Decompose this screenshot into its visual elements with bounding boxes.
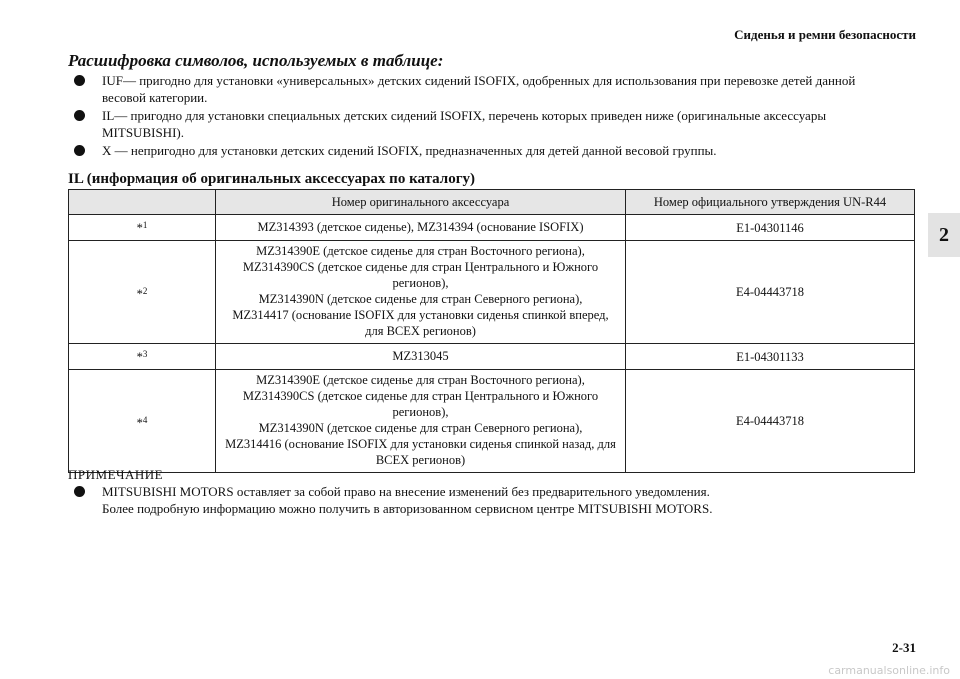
row-mark: *$^4$ [69, 370, 216, 473]
col-header-mark [69, 190, 216, 215]
approval-cell: E1-04301133 [626, 344, 915, 370]
chapter-tab[interactable]: 2 [928, 213, 960, 257]
bullet-icon [74, 486, 85, 497]
row-mark: *$^3$ [69, 344, 216, 370]
col-header-accessory: Номер оригинального аксессуара [216, 190, 626, 215]
legend-item-il: IL— пригодно для установки специальных детских сидений ISOFIX, перечень которых приведен ниже (оригинальные аксессуары MITSUBISHI). [68, 107, 888, 141]
note-block [68, 466, 888, 517]
page-number: 2-31 [892, 640, 916, 655]
approval-cell: E4-04443718 [626, 241, 915, 344]
table-row [69, 215, 915, 241]
approval-cell: E4-04443718 [626, 370, 915, 473]
symbol-legend-list [68, 72, 888, 160]
il-table-heading: IL (информация об оригинальных аксессуарах по каталогу) [68, 171, 476, 187]
legend-item-x: X — непригодно для установки детских сидений ISOFIX, предназначенных для детей данной весовой группы. [68, 142, 888, 159]
section-title: Расшифровка символов, используемых в таблице: [68, 51, 444, 70]
approval-cell: E1-04301146 [626, 215, 915, 241]
col-header-approval: Номер официального утверждения UN-R44 [626, 190, 915, 215]
row-mark: *$^1$ [69, 215, 216, 241]
legend-item-iuf: IUF— пригодно для установки «универсальных» детских сидений ISOFIX, одобренных для использования при перевозке детей данной весовой категории. [68, 72, 888, 106]
il-accessory-table [68, 189, 915, 473]
bullet-icon [74, 145, 85, 156]
table-header-row [69, 190, 915, 215]
table-row [69, 370, 915, 473]
accessory-cell: MZ314390E (детское сиденье для стран Восточного региона), MZ314390CS (детское сиденье для стран Центрального и Южного регионов), MZ314390N (детское сиденье для стран Северного региона), MZ314416 (основание ISOFIX для установки сиденья спинкой назад, для ВСЕХ регионов) [216, 370, 626, 473]
running-header: Сиденья и ремни безопасности [734, 27, 916, 42]
row-mark: *$^2$ [69, 241, 216, 344]
watermark: carmanualsonline.info [828, 664, 950, 677]
table-row [69, 241, 915, 344]
note-item: MITSUBISHI MOTORS оставляет за собой право на внесение изменений без предварительного уведомления. Более подробную информацию можно получить в авторизованном сервисном центре MITSUBISHI MOTORS. [68, 483, 888, 517]
bullet-icon [74, 75, 85, 86]
accessory-cell: MZ314390E (детское сиденье для стран Восточного региона), MZ314390CS (детское сиденье для стран Центрального и Южного регионов), MZ314390N (детское сиденье для стран Северного региона), MZ314417 (основание ISOFIX для установки сиденья спинкой вперед, для ВСЕХ регионов) [216, 241, 626, 344]
bullet-icon [74, 110, 85, 121]
accessory-cell: MZ313045 [216, 344, 626, 370]
note-title: ПРИМЕЧАНИЕ [68, 467, 164, 482]
accessory-cell: MZ314393 (детское сиденье), MZ314394 (основание ISOFIX) [216, 215, 626, 241]
table-row [69, 344, 915, 370]
